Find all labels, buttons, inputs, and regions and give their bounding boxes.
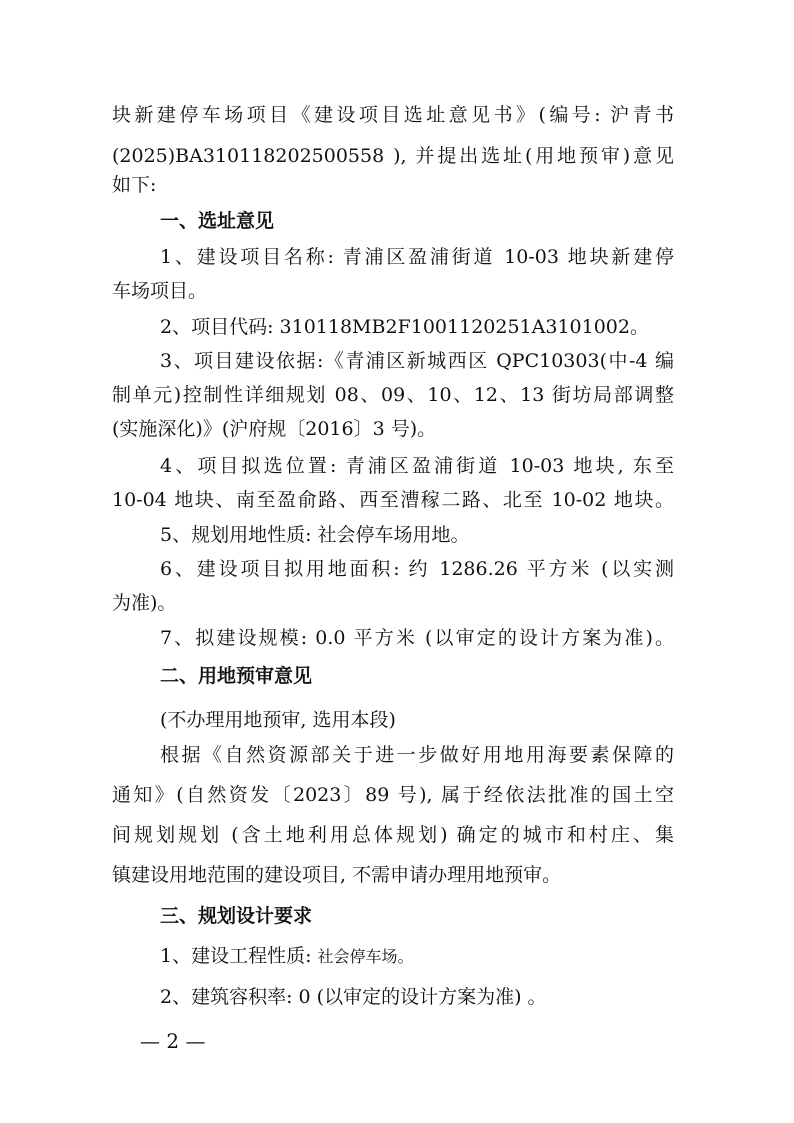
text-value: 社会停车场。	[317, 947, 414, 966]
text-line: 5、规划用地性质: 社会停车场用地。	[160, 524, 470, 546]
text-line: 制单元)控制性详细规划 08、09、10、12、13 街坊局部调整	[112, 384, 674, 406]
text-line: 7、拟建设规模: 0.0 平方米 (以审定的设计方案为准)。	[160, 627, 674, 649]
text-line: (2025)BA310118202500558 ), 并提出选址(用地预审)意见	[112, 145, 674, 167]
text-line: 块新建停车场项目《建设项目选址意见书》(编号: 沪青书	[112, 104, 674, 126]
section-heading-2: 二、用地预审意见	[160, 665, 313, 687]
text-line: 6、建设项目拟用地面积: 约 1286.26 平方米 (以实测	[160, 558, 674, 580]
text-line: 4、项目拟选位置: 青浦区盈浦街道 10-03 地块, 东至	[160, 455, 674, 477]
section-heading-1: 一、选址意见	[160, 210, 275, 232]
text-line: (不办理用地预审, 选用本段)	[160, 709, 396, 731]
text-line: 通知》(自然资发〔2023〕89 号), 属于经依法批准的国土空	[112, 784, 674, 806]
text-line: 2、项目代码: 310118MB2F1001120251A3101002。	[160, 316, 649, 338]
page-number: — 2 —	[140, 1029, 206, 1053]
text-line: 镇建设用地范围的建设项目, 不需申请办理用地预审。	[112, 864, 562, 886]
text-line: 2、建筑容积率: 0 (以审定的设计方案为准) 。	[160, 986, 547, 1008]
text-line: 间规划规划 (含土地利用总体规划) 确定的城市和村庄、集	[112, 824, 674, 846]
text-line: 1、建设项目名称: 青浦区盈浦街道 10-03 地块新建停	[160, 246, 674, 268]
text-line: 车场项目。	[112, 280, 208, 302]
text-line: 10-04 地块、南至盈俞路、西至漕稼二路、北至 10-02 地块。	[112, 489, 674, 511]
text-line: 根据《自然资源部关于进一步做好用地用海要素保障的	[160, 744, 674, 766]
text-line: (实施深化)》(沪府规〔2016〕3 号)。	[112, 418, 437, 440]
text-label: 1、建设工程性质:	[160, 945, 312, 967]
text-line	[160, 939, 414, 973]
text-line: 为准)。	[112, 592, 177, 614]
section-heading-3: 三、规划设计要求	[160, 905, 313, 927]
text-line: 如下:	[112, 174, 157, 196]
text-line: 3、项目建设依据:《青浦区新城西区 QPC10303(中-4 编	[160, 350, 674, 372]
